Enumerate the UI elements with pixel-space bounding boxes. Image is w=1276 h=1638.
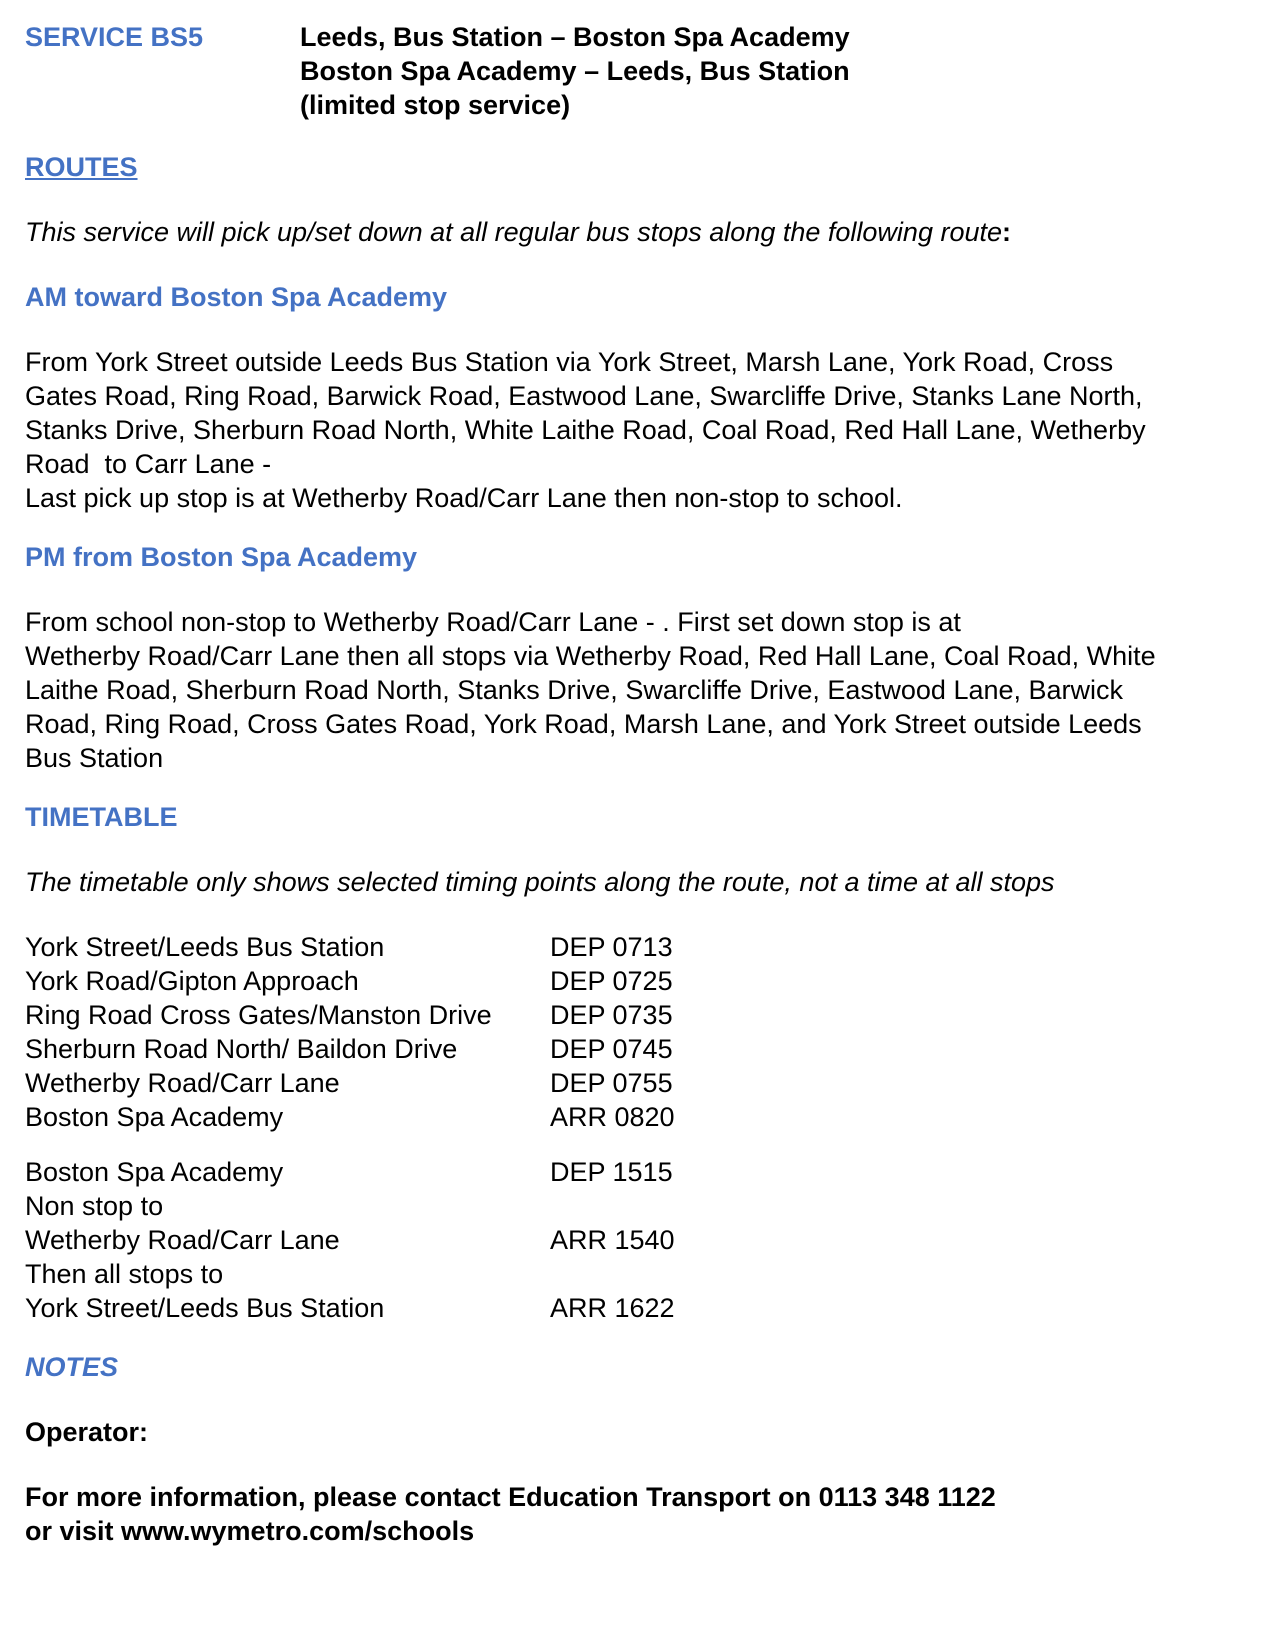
pm-route-line: Bus Station: [25, 743, 164, 773]
notes-heading: NOTES: [25, 1352, 119, 1382]
timing-time: ARR 1540: [550, 1225, 675, 1255]
timetable-am: [25, 930, 675, 1134]
routes-heading: ROUTES: [25, 152, 138, 182]
timing-point: Ring Road Cross Gates/Manston Drive: [25, 1000, 492, 1030]
contact-info: [25, 1480, 996, 1548]
timing-point: Boston Spa Academy: [25, 1102, 284, 1132]
pm-heading: PM from Boston Spa Academy: [25, 542, 418, 572]
timing-time: DEP 0755: [550, 1068, 673, 1098]
am-route-line: From York Street outside Leeds Bus Station via York Street, Marsh Lane, York Road, Cross: [25, 347, 1114, 377]
timing-time: DEP 0745: [550, 1034, 673, 1064]
am-route-line: Road to Carr Lane -: [25, 449, 272, 479]
timing-time: ARR 0820: [550, 1102, 675, 1132]
timetable-row: [25, 1291, 675, 1325]
title-line: Leeds, Bus Station – Boston Spa Academy: [300, 22, 850, 52]
service-header: [25, 20, 850, 122]
routes-intro: [25, 215, 1011, 249]
timing-point: York Street/Leeds Bus Station: [25, 1293, 385, 1323]
pm-route-description: [25, 605, 1156, 775]
timetable-row: [25, 1223, 675, 1257]
timetable-row: [25, 1032, 675, 1066]
timing-point: Wetherby Road/Carr Lane: [25, 1225, 340, 1255]
timing-point: York Road/Gipton Approach: [25, 966, 359, 996]
title-line: (limited stop service): [300, 90, 571, 120]
timing-point: Sherburn Road North/ Baildon Drive: [25, 1034, 458, 1064]
title-line: Boston Spa Academy – Leeds, Bus Station: [300, 56, 850, 86]
timetable-row: [25, 1257, 675, 1291]
contact-line: For more information, please contact Education Transport on 0113 348 1122: [25, 1482, 996, 1512]
am-route-line: Gates Road, Ring Road, Barwick Road, Eastwood Lane, Swarcliffe Drive, Stanks Lane North,: [25, 381, 1143, 411]
pm-route-line: Laithe Road, Sherburn Road North, Stanks Drive, Swarcliffe Drive, Eastwood Lane, Barwick: [25, 675, 1124, 705]
timetable-row: [25, 964, 675, 998]
timetable-heading: TIMETABLE: [25, 802, 178, 832]
timetable-pm: [25, 1155, 675, 1325]
timing-point: Wetherby Road/Carr Lane: [25, 1068, 340, 1098]
am-route-line: Last pick up stop is at Wetherby Road/Carr Lane then non-stop to school.: [25, 483, 903, 513]
timing-time: ARR 1622: [550, 1293, 675, 1323]
timing-point: Non stop to: [25, 1191, 164, 1221]
service-code: SERVICE BS5: [25, 22, 204, 52]
timing-time: DEP 0713: [550, 932, 673, 962]
operator-label: Operator:: [25, 1417, 149, 1447]
timing-time: DEP 0725: [550, 966, 673, 996]
routes-intro-text: This service will pick up/set down at all regular bus stops along the following route: [25, 217, 1002, 247]
timetable-row: [25, 998, 675, 1032]
pm-route-line: Road, Ring Road, Cross Gates Road, York Road, Marsh Lane, and York Street outside Leeds: [25, 709, 1142, 739]
timetable-row: [25, 1155, 675, 1189]
pm-route-line: From school non-stop to Wetherby Road/Carr Lane - . First set down stop is at: [25, 607, 961, 637]
am-heading: AM toward Boston Spa Academy: [25, 282, 448, 312]
timing-point: York Street/Leeds Bus Station: [25, 932, 385, 962]
timing-time: DEP 0735: [550, 1000, 673, 1030]
timetable-row: [25, 1189, 675, 1223]
timing-point: Boston Spa Academy: [25, 1157, 284, 1187]
timetable-row: [25, 1066, 675, 1100]
routes-intro-colon: :: [1002, 217, 1011, 247]
timing-point: Then all stops to: [25, 1259, 224, 1289]
am-route-description: [25, 345, 1146, 515]
timing-time: DEP 1515: [550, 1157, 673, 1187]
service-title: [300, 20, 850, 122]
pm-route-line: Wetherby Road/Carr Lane then all stops via Wetherby Road, Red Hall Lane, Coal Road, White: [25, 641, 1156, 671]
contact-line: or visit www.wymetro.com/schools: [25, 1516, 475, 1546]
timetable-row: [25, 930, 675, 964]
timetable-note: The timetable only shows selected timing points along the route, not a time at all stops: [25, 867, 1055, 897]
am-route-line: Stanks Drive, Sherburn Road North, White Laithe Road, Coal Road, Red Hall Lane, Wetherby: [25, 415, 1146, 445]
timetable-row: [25, 1100, 675, 1134]
